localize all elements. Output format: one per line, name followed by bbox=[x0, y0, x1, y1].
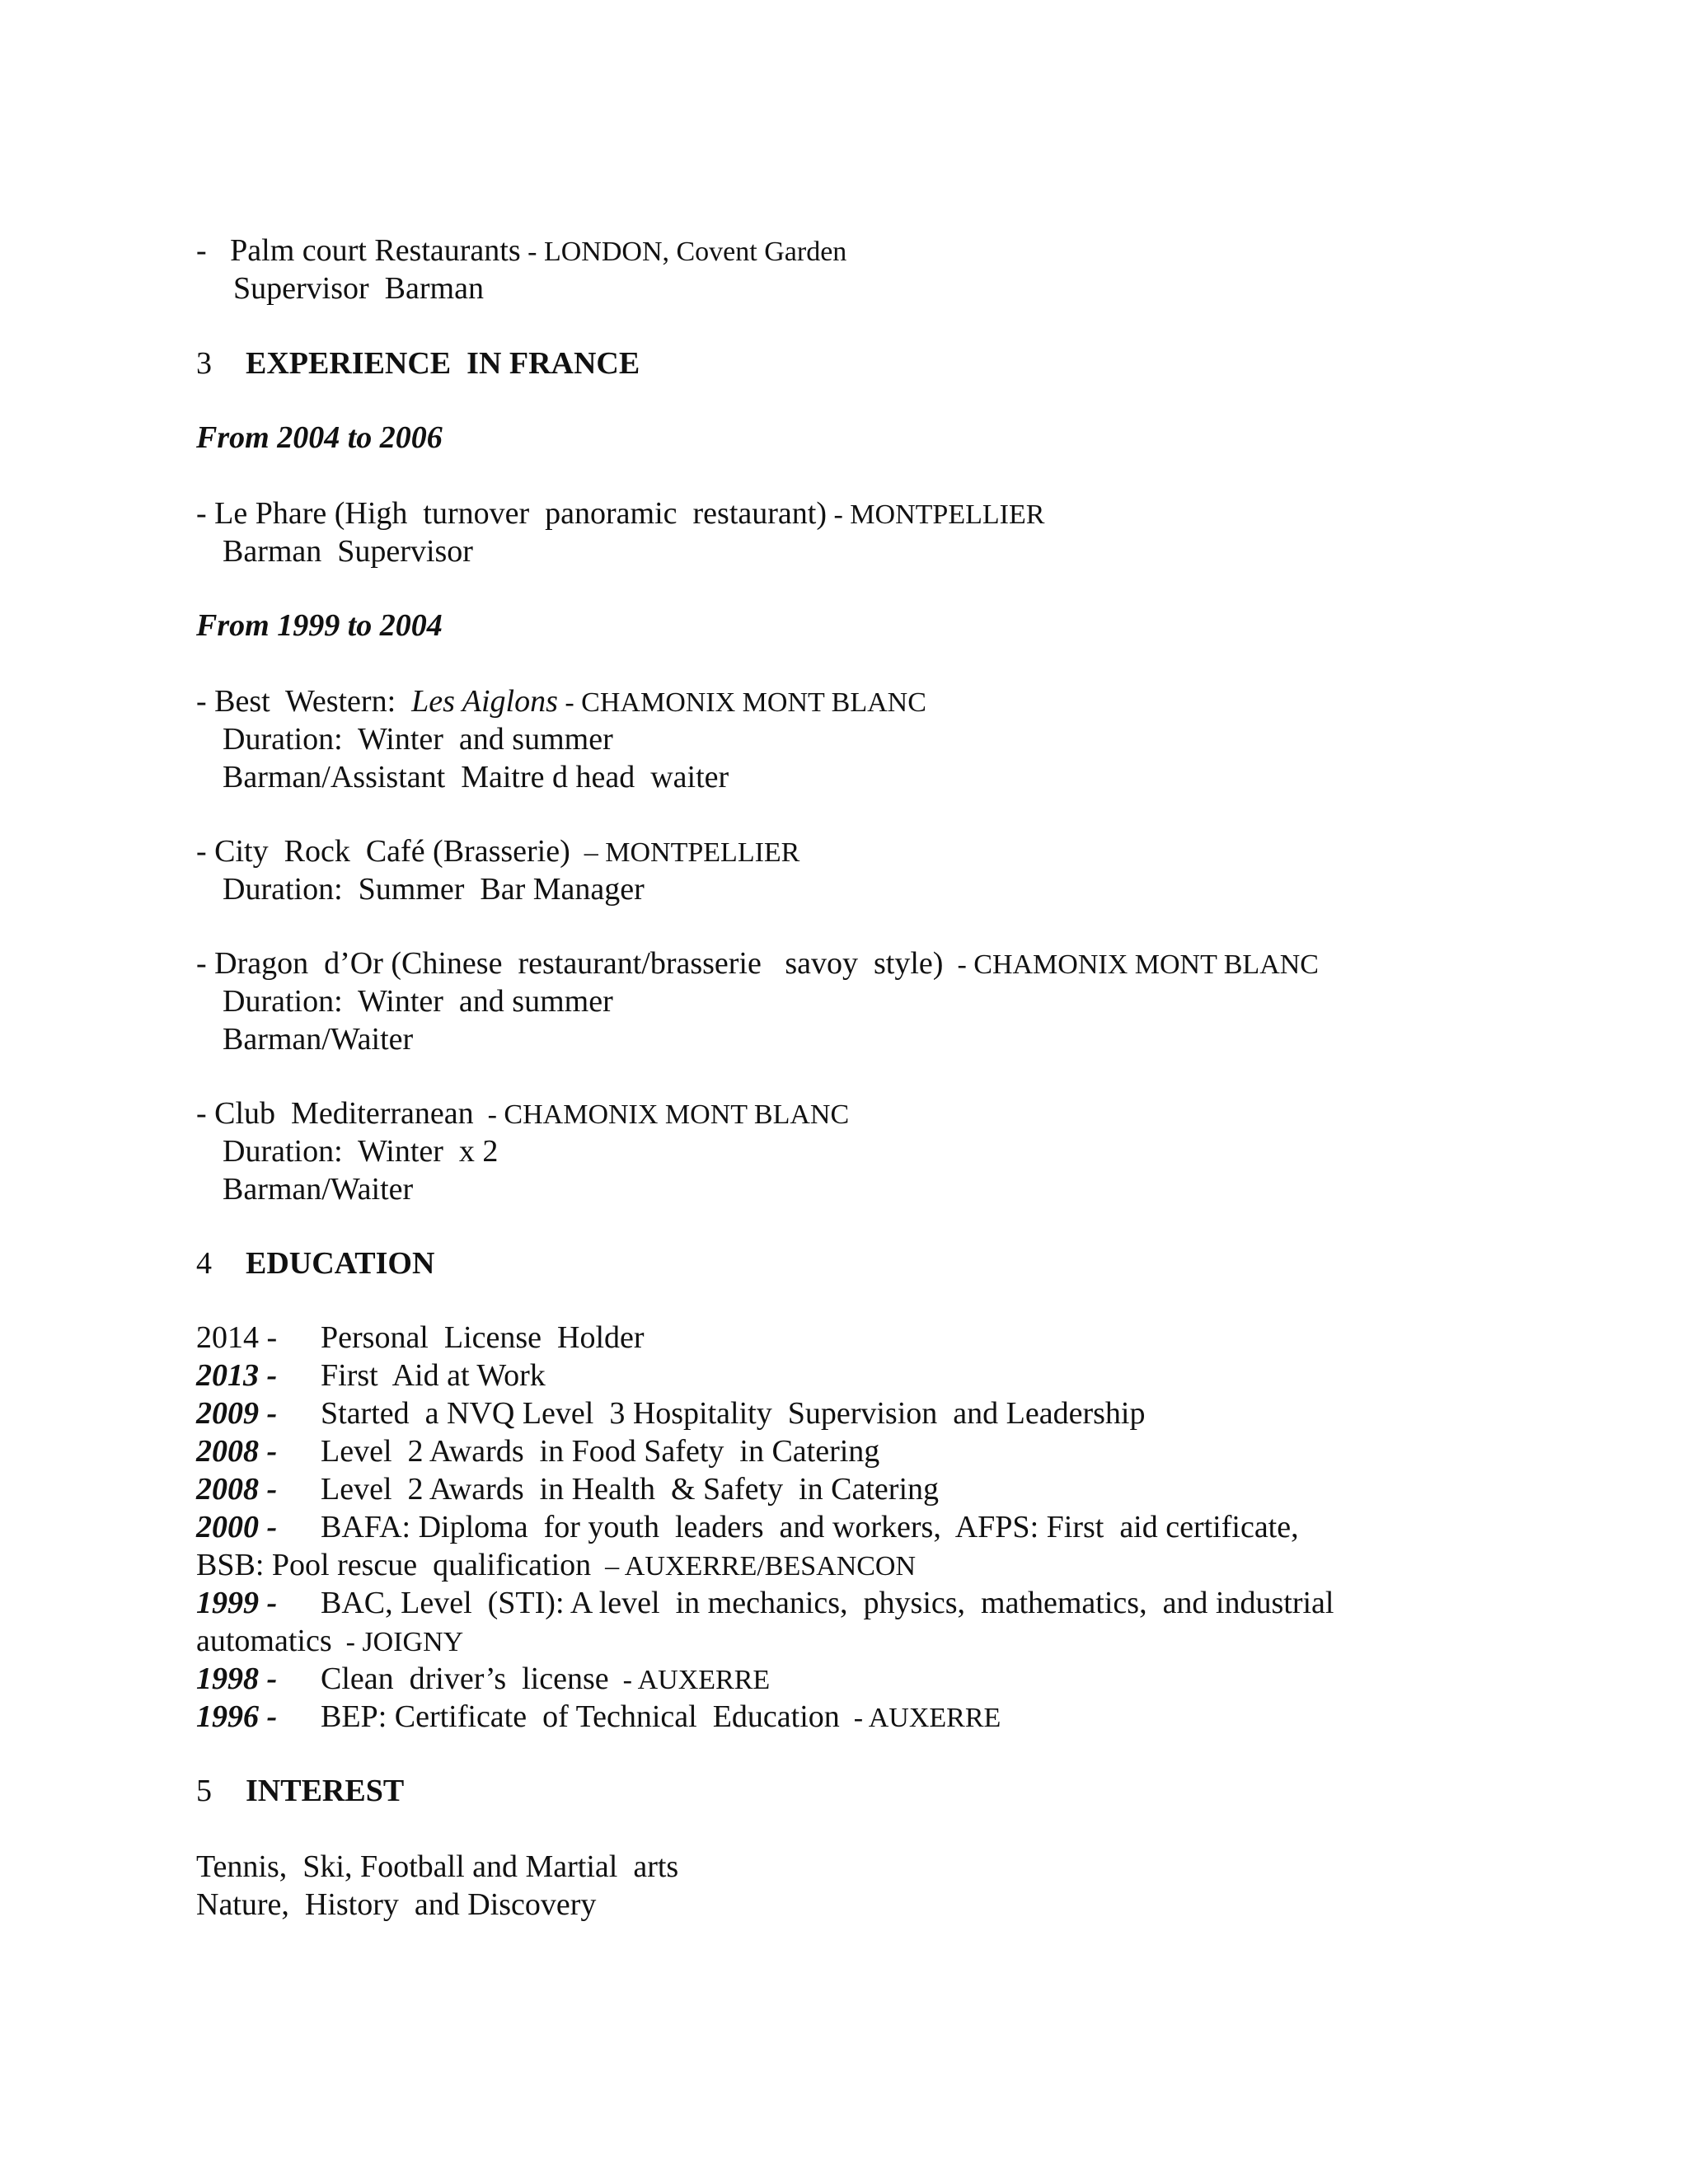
education-year: 2014 - bbox=[196, 1320, 278, 1355]
section-number: 5 bbox=[196, 1774, 212, 1808]
palm-court-role: Supervisor Barman bbox=[233, 271, 484, 306]
le-phare-line: - Le Phare (High turnover panoramic restaurant) - MONTPELLIER bbox=[196, 496, 1045, 531]
best-western-location: - CHAMONIX MONT BLANC bbox=[557, 687, 926, 718]
city-rock-duration: Duration: Summer Bar Manager bbox=[223, 872, 645, 907]
palm-court-line: - Palm court Restaurants - LONDON, Covent Garden bbox=[196, 233, 847, 268]
education-year: 2000 - bbox=[196, 1510, 278, 1544]
education-item: BEP: Certificate of Technical Education - AUXERRE bbox=[321, 1699, 1001, 1734]
le-phare-role: Barman Supervisor bbox=[223, 534, 473, 569]
section-number: 3 bbox=[196, 346, 212, 381]
best-western-duration: Duration: Winter and summer bbox=[223, 722, 613, 757]
education-location: - AUXERRE bbox=[608, 1665, 771, 1695]
education-year: 2009 - bbox=[196, 1396, 278, 1431]
education-year: 2013 - bbox=[196, 1358, 278, 1393]
education-item-continuation: BSB: Pool rescue qualification – AUXERRE/BESANCON bbox=[196, 1548, 917, 1582]
dragon-dor-location: - CHAMONIX MONT BLANC bbox=[943, 949, 1319, 980]
interest-line: Nature, History and Discovery bbox=[196, 1887, 597, 1922]
section-3-heading bbox=[196, 344, 640, 382]
section-number: 4 bbox=[196, 1246, 212, 1281]
city-rock-line: - City Rock Café (Brasserie) – MONTPELLIER bbox=[196, 834, 800, 869]
palm-court-name: Palm court Restaurants bbox=[230, 233, 521, 268]
education-item: First Aid at Work bbox=[321, 1358, 546, 1393]
education-year: 1996 - bbox=[196, 1699, 278, 1734]
city-rock-location: – MONTPELLIER bbox=[570, 837, 800, 868]
education-item: Personal License Holder bbox=[321, 1320, 645, 1355]
period-1999-2004: From 1999 to 2004 bbox=[196, 608, 443, 643]
education-location: - JOIGNY bbox=[331, 1627, 464, 1657]
dragon-dor-role: Barman/Waiter bbox=[223, 1022, 414, 1057]
dragon-dor-line: - Dragon d’Or (Chinese restaurant/brasserie savoy style) - CHAMONIX MONT BLANC bbox=[196, 946, 1319, 981]
period-2004-2006: From 2004 to 2006 bbox=[196, 420, 443, 455]
best-western-hotel-name: Les Aiglons bbox=[411, 684, 558, 719]
education-location: - AUXERRE bbox=[839, 1703, 1001, 1733]
list-dash: - bbox=[196, 233, 207, 268]
education-item: BAC, Level (STI): A level in mechanics, physics, mathematics, and industrial bbox=[321, 1586, 1334, 1620]
section-4-heading bbox=[196, 1244, 435, 1282]
education-item: Level 2 Awards in Health & Safety in Catering bbox=[321, 1472, 939, 1507]
education-year: 1998 - bbox=[196, 1661, 278, 1696]
club-med-location: - CHAMONIX MONT BLANC bbox=[473, 1099, 850, 1130]
palm-court-location: LONDON, Covent Garden bbox=[543, 237, 847, 267]
best-western-line: - Best Western: Les Aiglons - CHAMONIX MONT BLANC bbox=[196, 684, 926, 719]
education-location: – AUXERRE/BESANCON bbox=[591, 1551, 917, 1582]
education-item: Started a NVQ Level 3 Hospitality Supervision and Leadership bbox=[321, 1396, 1146, 1431]
best-western-role: Barman/Assistant Maitre d head waiter bbox=[223, 760, 729, 794]
le-phare-location: - MONTPELLIER bbox=[826, 499, 1045, 530]
club-med-role: Barman/Waiter bbox=[223, 1172, 414, 1207]
dragon-dor-duration: Duration: Winter and summer bbox=[223, 984, 613, 1019]
education-item-continuation: automatics - JOIGNY bbox=[196, 1624, 464, 1658]
education-item: Clean driver’s license - AUXERRE bbox=[321, 1661, 771, 1696]
section-title: EDUCATION bbox=[246, 1246, 435, 1281]
interest-line: Tennis, Ski, Football and Martial arts bbox=[196, 1849, 679, 1884]
education-year: 2008 - bbox=[196, 1472, 278, 1507]
section-title: INTEREST bbox=[246, 1774, 405, 1808]
education-item: BAFA: Diploma for youth leaders and workers, AFPS: First aid certificate, bbox=[321, 1510, 1299, 1544]
education-year: 1999 - bbox=[196, 1586, 278, 1620]
education-item: Level 2 Awards in Food Safety in Catering bbox=[321, 1434, 880, 1469]
club-med-line: - Club Mediterranean - CHAMONIX MONT BLANC bbox=[196, 1096, 850, 1131]
club-med-duration: Duration: Winter x 2 bbox=[223, 1134, 499, 1169]
education-year: 2008 - bbox=[196, 1434, 278, 1469]
section-title: EXPERIENCE IN FRANCE bbox=[246, 346, 640, 381]
section-5-heading bbox=[196, 1772, 405, 1810]
